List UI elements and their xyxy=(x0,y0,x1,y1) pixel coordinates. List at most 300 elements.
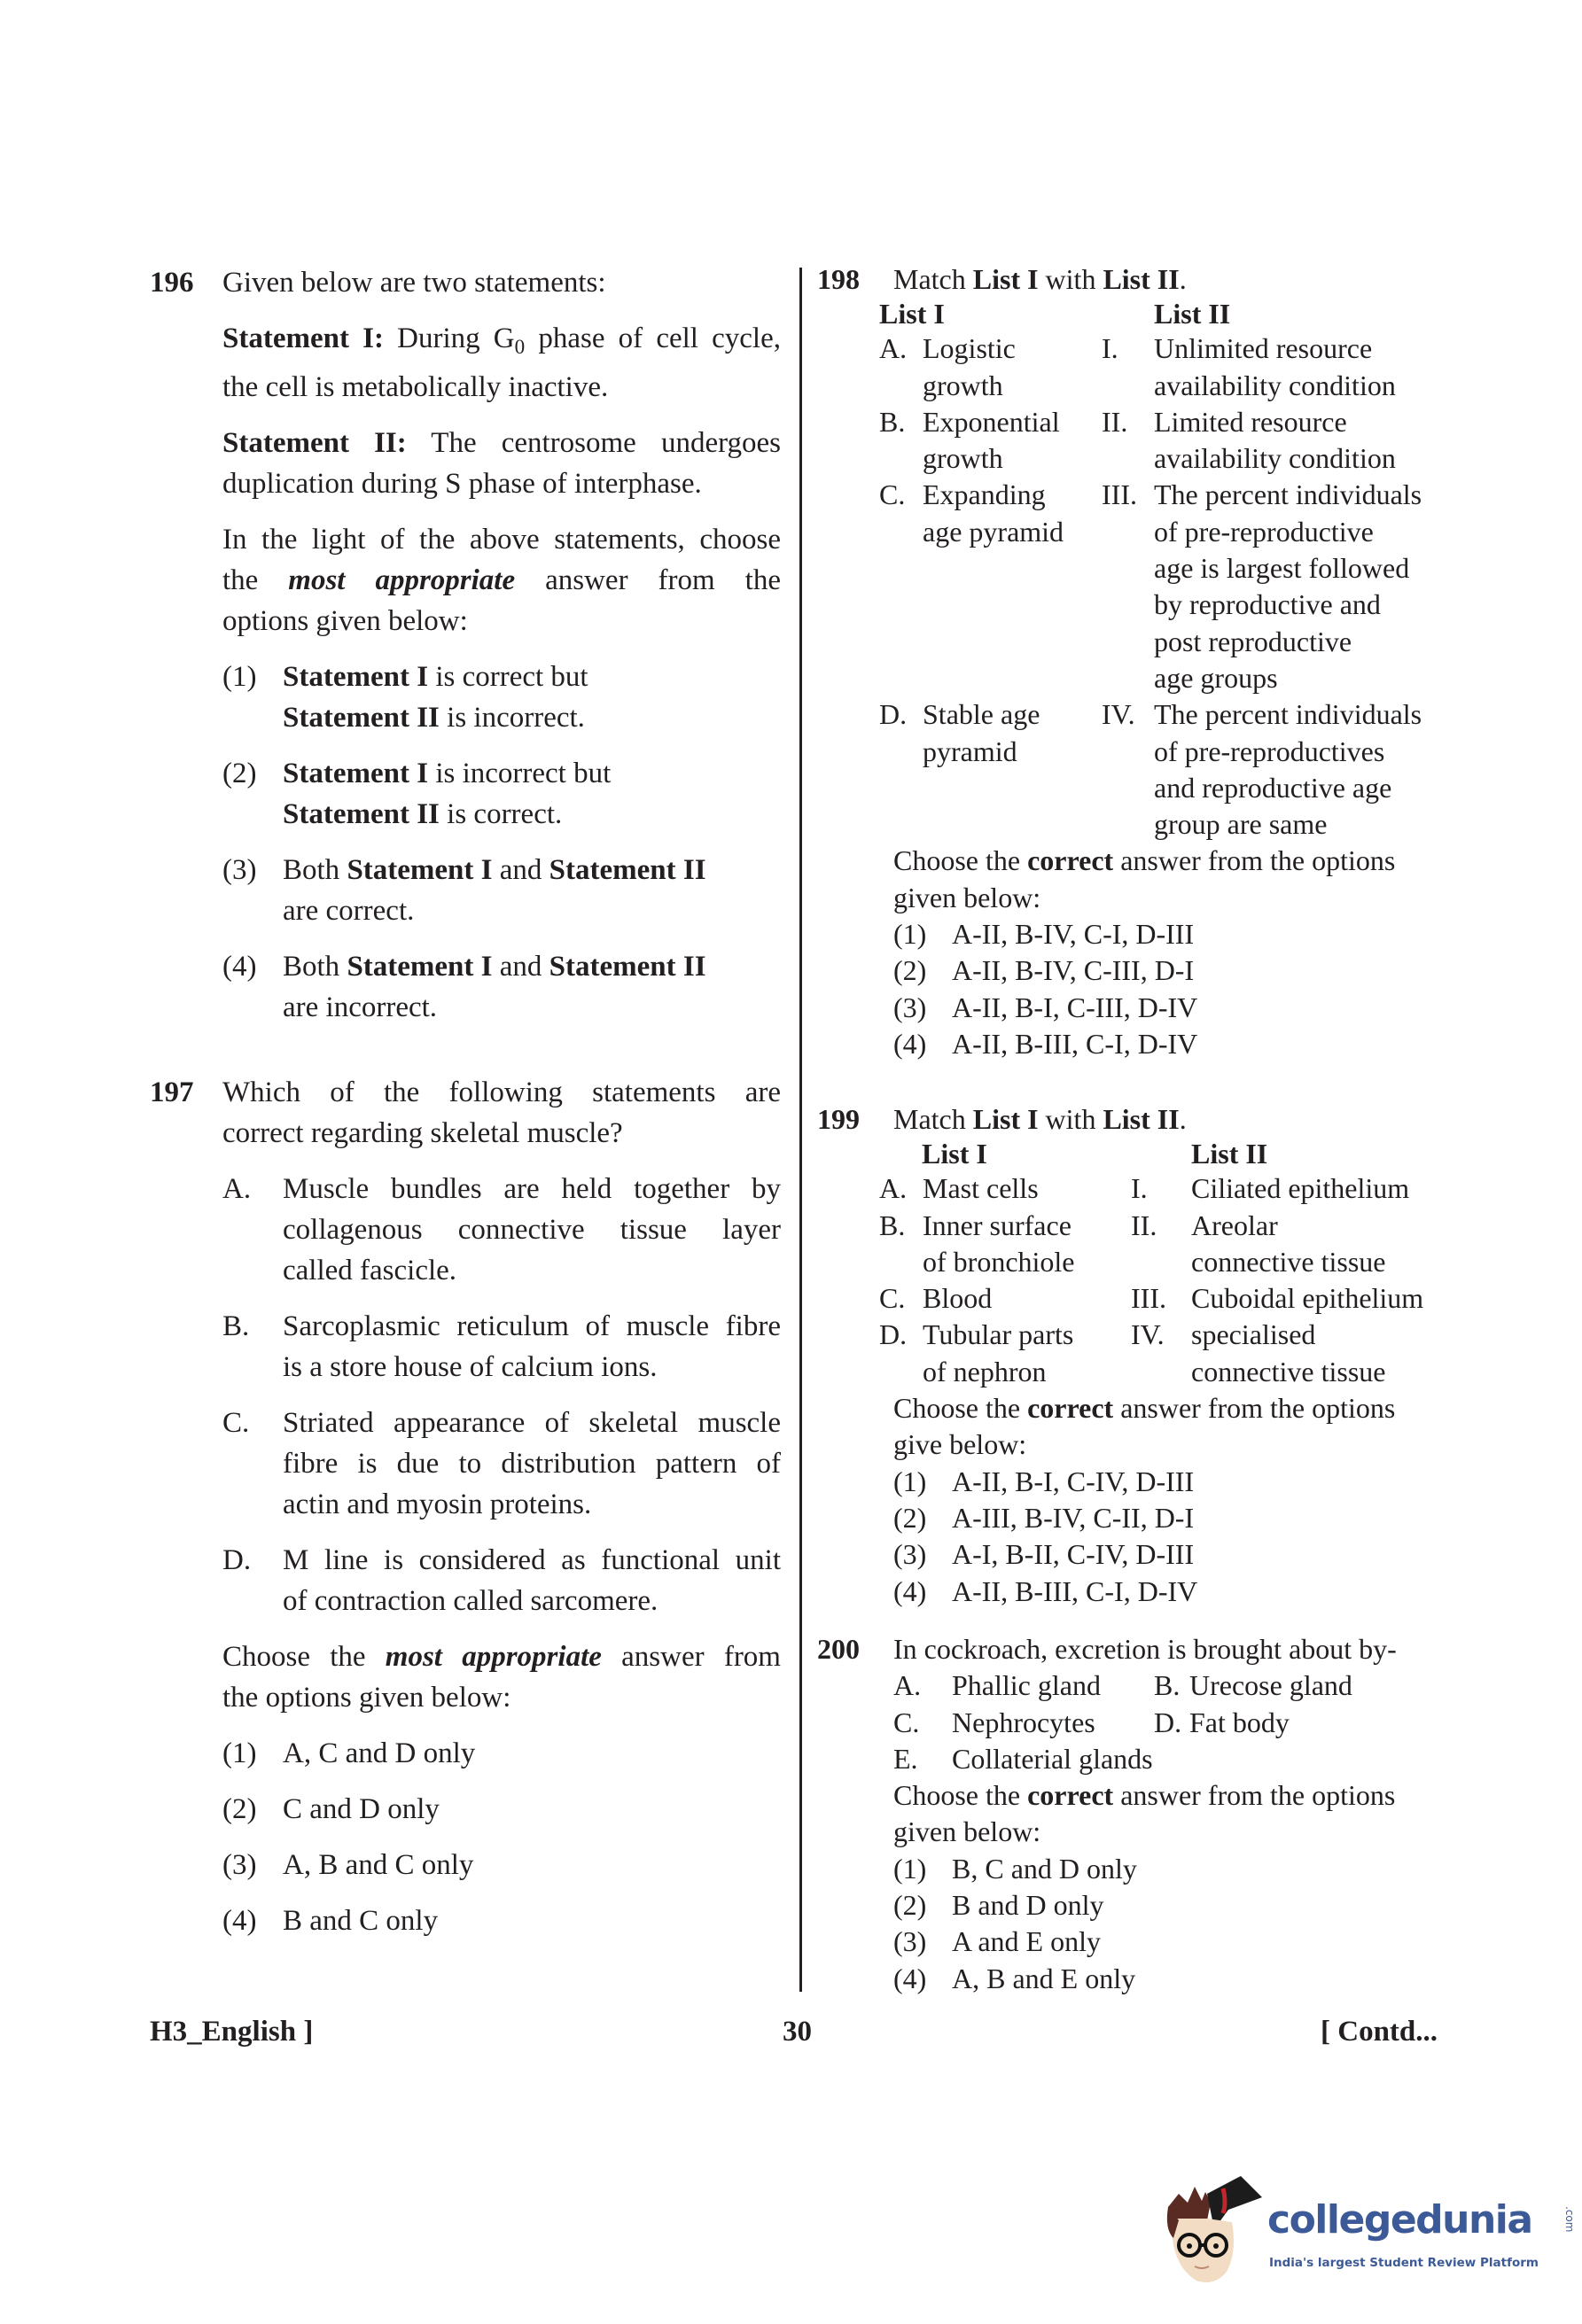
question-197 xyxy=(150,1072,781,1956)
text-run: of contraction called sarcomere. xyxy=(283,1585,659,1617)
list-1-item xyxy=(923,696,1102,843)
answer-option xyxy=(893,1924,1455,1960)
text-run: and xyxy=(492,853,549,886)
text-run: Statement I xyxy=(347,950,493,983)
text-line xyxy=(222,1072,781,1113)
answer-option xyxy=(893,916,1455,952)
text-line xyxy=(283,657,781,697)
text-line xyxy=(893,880,1455,916)
question-198 xyxy=(817,261,1455,1062)
text-run: List II xyxy=(1103,1103,1180,1135)
text-run: C and D only xyxy=(283,1793,440,1825)
text-line: of pre-reproductive xyxy=(1154,515,1374,548)
item-text xyxy=(283,657,781,738)
page-number: 30 xyxy=(783,2016,812,2048)
text-run: answer from the options xyxy=(1113,844,1396,877)
text-line: Blood xyxy=(923,1282,993,1315)
answer-option xyxy=(893,990,1455,1026)
text-line: Exponential xyxy=(923,405,1060,438)
item-text xyxy=(952,1464,1194,1500)
question-number: 198 xyxy=(817,263,860,295)
text-line xyxy=(893,1814,1455,1850)
match-row xyxy=(817,404,1455,478)
item-label: (4) xyxy=(893,1962,927,1994)
text-run: M line is considered as functional unit xyxy=(283,1544,781,1576)
match-row xyxy=(817,696,1455,843)
text-run: most appropriate xyxy=(385,1641,602,1673)
text-run: answer from the options xyxy=(1113,1392,1396,1425)
item-text xyxy=(952,1887,1104,1924)
item-text xyxy=(952,1961,1135,1997)
list-1-letter: A. xyxy=(879,1172,908,1205)
text-run: correct xyxy=(1027,1779,1114,1812)
item-text xyxy=(283,1845,781,1885)
list-1-item xyxy=(923,404,1102,478)
text-line: availability condition xyxy=(1154,442,1396,475)
list-1-item xyxy=(923,1280,1131,1317)
text-line xyxy=(222,1677,781,1718)
text-line xyxy=(283,1403,781,1443)
text-run: A-III, B-IV, C-II, D-I xyxy=(952,1501,1195,1534)
text-run: Match xyxy=(893,1103,973,1135)
question-200 xyxy=(817,1631,1455,1997)
grid-text: Fat body xyxy=(1189,1706,1290,1738)
item-text xyxy=(283,1733,781,1774)
text-line: connective tissue xyxy=(1191,1245,1386,1278)
match-row xyxy=(817,1317,1455,1390)
text-line xyxy=(283,946,781,987)
text-run: options given below: xyxy=(222,604,468,637)
text-run: Statement I xyxy=(283,660,429,693)
text-run: correct xyxy=(1027,1392,1114,1425)
text-run: Choose the xyxy=(893,1779,1028,1812)
text-line xyxy=(952,1464,1194,1500)
text-line xyxy=(283,697,781,738)
text-run: B and D only xyxy=(952,1889,1104,1922)
text-run: Match xyxy=(893,263,973,295)
text-run: . xyxy=(1179,1103,1187,1135)
list-2-item xyxy=(1191,1170,1457,1207)
text-run: phase of cell cycle, xyxy=(525,323,781,354)
list-1-letter: B. xyxy=(879,405,906,438)
text-run: Both xyxy=(283,853,347,886)
text-line: Cuboidal epithelium xyxy=(1191,1282,1424,1315)
text-run: answer from the options xyxy=(1113,1779,1396,1812)
item-text xyxy=(283,1169,781,1291)
question-196 xyxy=(150,262,781,1043)
column-divider xyxy=(799,268,802,1992)
answer-option xyxy=(222,1733,781,1774)
item-label: (1) xyxy=(222,1737,257,1769)
answer-option xyxy=(222,946,781,1028)
match-table xyxy=(817,1138,1455,1390)
text-line xyxy=(283,1900,781,1941)
answer-option xyxy=(222,1845,781,1885)
text-line: by reproductive and xyxy=(1154,588,1381,621)
text-line xyxy=(222,318,781,367)
paragraph xyxy=(222,519,781,641)
question-number: 196 xyxy=(150,267,194,299)
text-line: Ciliated epithelium xyxy=(1191,1172,1410,1205)
item-label: (4) xyxy=(222,950,257,983)
answer-option xyxy=(222,657,781,738)
list-2-numeral: IV. xyxy=(1102,698,1135,731)
text-run: Statement II xyxy=(283,701,440,734)
text-run: A, B and C only xyxy=(283,1849,474,1881)
item-text xyxy=(283,1306,781,1387)
text-run: Statement I: xyxy=(222,323,384,354)
list-1-heading: List I xyxy=(922,1138,987,1170)
text-run: called fascicle. xyxy=(283,1255,457,1286)
text-run: is correct but xyxy=(428,660,588,693)
text-line: of nephron xyxy=(923,1355,1047,1387)
paragraph xyxy=(222,1072,781,1154)
text-line xyxy=(283,1347,781,1387)
text-run: is correct. xyxy=(439,797,563,830)
text-run: correct regarding skeletal muscle? xyxy=(222,1117,623,1149)
statement-item xyxy=(222,1306,781,1387)
list-1-letter: C. xyxy=(879,478,906,511)
paragraph xyxy=(893,1777,1455,1851)
answer-option xyxy=(893,1536,1455,1573)
text-run: In cockroach, excretion is brought about by- xyxy=(893,1633,1397,1665)
question-body xyxy=(879,261,1455,1062)
item-text xyxy=(952,1851,1137,1887)
text-line xyxy=(893,261,1455,298)
item-text xyxy=(952,1574,1197,1610)
text-line xyxy=(222,560,781,601)
item-label: (1) xyxy=(893,1852,927,1885)
item-text xyxy=(283,946,781,1028)
answer-option xyxy=(893,1500,1455,1536)
list-1-letter: D. xyxy=(879,698,908,731)
text-run: The centrosome undergoes xyxy=(406,426,781,459)
item-label: (1) xyxy=(222,660,257,693)
answer-option xyxy=(222,753,781,835)
text-run: the cell is metabolically inactive. xyxy=(222,370,609,403)
row-spacer xyxy=(817,696,879,843)
text-line xyxy=(283,753,781,794)
text-line: availability condition xyxy=(1154,369,1396,401)
text-line: age is largest followed xyxy=(1154,552,1410,585)
list-1-item xyxy=(923,330,1102,404)
row-spacer xyxy=(817,1317,879,1390)
text-line xyxy=(222,601,781,641)
text-run: are incorrect. xyxy=(283,991,438,1023)
grid-label: D. xyxy=(1154,1706,1182,1738)
text-run: with xyxy=(1038,263,1103,295)
text-line xyxy=(283,987,781,1028)
text-run: are correct. xyxy=(283,894,415,927)
text-line xyxy=(222,262,781,303)
list-2-item xyxy=(1154,477,1455,696)
text-line: age pyramid xyxy=(923,515,1064,548)
item-label: (3) xyxy=(893,1925,927,1958)
text-line: of pre-reproductives xyxy=(1154,735,1385,767)
item-label: (3) xyxy=(893,1538,927,1571)
answer-option xyxy=(893,1026,1455,1062)
item-text xyxy=(283,1789,781,1830)
item-label: (3) xyxy=(222,853,257,886)
text-line xyxy=(893,1631,1455,1667)
question-number: 197 xyxy=(150,1077,194,1108)
grid-text: Collaterial glands xyxy=(952,1742,1153,1775)
item-label: (4) xyxy=(222,1905,257,1937)
text-line: growth xyxy=(923,442,1003,475)
list-2-item xyxy=(1154,404,1455,478)
row-spacer xyxy=(817,404,879,478)
logo-tagline: India's largest Student Review Platform xyxy=(1269,2256,1539,2270)
list-2-item xyxy=(1154,696,1455,843)
text-run: List I xyxy=(972,1103,1039,1135)
text-line xyxy=(283,1306,781,1347)
list-2-item xyxy=(1154,330,1455,404)
text-run: Choose the xyxy=(222,1641,386,1673)
text-run: Statement II xyxy=(283,797,440,830)
collegedunia-logo xyxy=(1152,2167,1578,2291)
paragraph xyxy=(893,1101,1455,1138)
list-2-numeral: II. xyxy=(1102,405,1128,438)
text-run: is a store house of calcium ions. xyxy=(283,1351,658,1383)
item-text xyxy=(952,952,1194,989)
text-line xyxy=(893,1101,1455,1138)
list-1-item xyxy=(923,1170,1131,1207)
question-body xyxy=(879,1101,1455,1610)
text-run: A-II, B-IV, C-III, D-I xyxy=(952,954,1195,987)
text-line xyxy=(283,794,781,835)
text-line xyxy=(952,1924,1101,1960)
paragraph xyxy=(222,318,781,408)
item-label: (4) xyxy=(893,1574,927,1607)
text-line: and reproductive age xyxy=(1154,771,1392,804)
text-run: actin and myosin proteins. xyxy=(283,1488,592,1520)
answer-option xyxy=(893,1574,1455,1610)
paragraph xyxy=(222,423,781,504)
text-line: Unlimited resource xyxy=(1154,332,1373,365)
text-line xyxy=(893,1777,1455,1814)
text-line xyxy=(283,1581,781,1621)
text-line: growth xyxy=(923,369,1003,401)
item-text xyxy=(952,1026,1197,1062)
text-line: The percent individuals xyxy=(1154,478,1422,511)
text-line xyxy=(952,916,1194,952)
text-line: Mast cells xyxy=(923,1172,1039,1205)
paragraph xyxy=(893,261,1455,298)
grid-text: Urecose gland xyxy=(1189,1669,1352,1702)
answer-option xyxy=(222,1789,781,1830)
list-1-letter: A. xyxy=(879,332,908,365)
list-1-item xyxy=(923,477,1102,696)
text-run: most appropriate xyxy=(288,564,516,596)
text-line xyxy=(222,367,781,408)
answer-option xyxy=(893,1464,1455,1500)
text-line xyxy=(893,843,1455,879)
text-line xyxy=(893,1390,1455,1426)
answer-option xyxy=(222,850,781,931)
text-run: give below: xyxy=(893,1428,1027,1461)
text-run: given below: xyxy=(893,1815,1041,1848)
statement-item xyxy=(222,1540,781,1621)
match-row xyxy=(817,1280,1455,1317)
item-text xyxy=(283,850,781,931)
grid-label: E. xyxy=(893,1742,918,1775)
text-run: Striated appearance of skeletal muscle xyxy=(283,1407,781,1439)
text-line xyxy=(222,1113,781,1154)
text-run: 0 xyxy=(514,334,526,358)
text-run: Statement II xyxy=(549,853,706,886)
item-label: (2) xyxy=(222,757,257,789)
text-run: Muscle bundles are held together by xyxy=(283,1173,781,1205)
text-run: A-II, B-III, C-I, D-IV xyxy=(952,1027,1198,1060)
text-run: Sarcoplasmic reticulum of muscle fibre xyxy=(283,1310,781,1342)
text-run: Given below are two statements: xyxy=(222,267,606,299)
text-run: Statement I xyxy=(283,757,429,789)
list-2-item xyxy=(1191,1317,1457,1390)
text-line: Limited resource xyxy=(1154,405,1347,438)
item-text xyxy=(952,916,1194,952)
continued-label: [ Contd... xyxy=(1321,2016,1438,2048)
list-1-letter: B. xyxy=(879,1209,906,1241)
row-spacer xyxy=(817,1170,879,1207)
text-line xyxy=(952,990,1197,1026)
text-line xyxy=(283,1733,781,1774)
text-line: pyramid xyxy=(923,735,1017,767)
match-row xyxy=(817,477,1455,696)
item-label: (3) xyxy=(893,991,927,1023)
text-line: The percent individuals xyxy=(1154,698,1422,731)
text-line xyxy=(283,1484,781,1525)
answer-option xyxy=(893,1961,1455,1997)
text-run: is incorrect but xyxy=(428,757,612,789)
question-body xyxy=(222,1072,781,1941)
row-spacer xyxy=(817,1280,879,1317)
list-2-numeral: II. xyxy=(1131,1209,1157,1241)
question-number: 200 xyxy=(817,1633,860,1665)
match-row xyxy=(817,1170,1455,1207)
item-label: (2) xyxy=(893,1889,927,1922)
text-line: of bronchiole xyxy=(923,1245,1075,1278)
text-line xyxy=(222,463,781,504)
text-line xyxy=(952,1961,1135,1997)
text-run: answer from xyxy=(601,1641,781,1673)
text-line: age groups xyxy=(1154,661,1278,694)
list-2-numeral: I. xyxy=(1131,1172,1148,1205)
item-label: (2) xyxy=(222,1793,257,1825)
answer-option xyxy=(893,1851,1455,1887)
options-grid xyxy=(893,1667,1455,1777)
item-label: (2) xyxy=(893,1501,927,1534)
text-line: Stable age xyxy=(923,698,1040,731)
text-line: connective tissue xyxy=(1191,1355,1386,1387)
paragraph xyxy=(222,262,781,303)
question-body xyxy=(222,262,781,1028)
list-1-heading: List I xyxy=(879,298,945,330)
text-run: B, C and D only xyxy=(952,1852,1137,1885)
mascot-icon xyxy=(1152,2167,1267,2291)
row-spacer xyxy=(817,477,879,696)
item-label: (1) xyxy=(893,918,927,951)
text-run: Statement I xyxy=(347,853,493,886)
question-number: 199 xyxy=(817,1103,860,1135)
text-line: post reproductive xyxy=(1154,625,1352,657)
text-run: A-I, B-II, C-IV, D-III xyxy=(952,1538,1195,1571)
grid-label: B. xyxy=(1154,1669,1181,1702)
list-2-numeral: III. xyxy=(1131,1282,1166,1315)
list-2-heading: List II xyxy=(1191,1138,1268,1170)
question-body xyxy=(893,1631,1455,1997)
text-line xyxy=(283,1540,781,1581)
match-header xyxy=(817,298,1455,330)
text-line: specialised xyxy=(1191,1318,1316,1351)
list-1-letter: C. xyxy=(879,1282,906,1315)
match-row xyxy=(817,1208,1455,1281)
logo-suffix: .com xyxy=(1563,2206,1576,2233)
text-run: correct xyxy=(1027,844,1114,877)
item-text xyxy=(952,1536,1194,1573)
text-run: Statement II: xyxy=(222,426,407,459)
text-line xyxy=(952,952,1194,989)
text-line xyxy=(283,1209,781,1250)
statement-item xyxy=(222,1403,781,1525)
paragraph xyxy=(893,1390,1455,1464)
grid-label: A. xyxy=(893,1669,922,1702)
list-1-letter: D. xyxy=(879,1318,908,1351)
text-line xyxy=(952,1500,1194,1536)
text-run: B and C only xyxy=(283,1905,439,1937)
text-line: Logistic xyxy=(923,332,1016,365)
text-line xyxy=(283,1845,781,1885)
answer-option xyxy=(893,952,1455,989)
text-line xyxy=(283,850,781,890)
text-run: collagenous connective tissue layer xyxy=(283,1214,781,1246)
item-text xyxy=(952,1500,1194,1536)
list-2-item xyxy=(1191,1280,1457,1317)
list-2-item xyxy=(1191,1208,1457,1281)
text-run: Statement II xyxy=(549,950,706,983)
item-label: C. xyxy=(222,1407,250,1439)
text-line xyxy=(283,1169,781,1209)
row-spacer xyxy=(817,1208,879,1281)
text-run: In the light of the above statements, choose xyxy=(222,523,781,556)
list-2-numeral: III. xyxy=(1102,478,1137,511)
text-line: group are same xyxy=(1154,808,1328,841)
answer-option xyxy=(893,1887,1455,1924)
text-line: Expanding xyxy=(923,478,1046,511)
text-run: A, B and E only xyxy=(952,1962,1136,1994)
question-199 xyxy=(817,1101,1455,1610)
list-1-item xyxy=(923,1208,1131,1281)
text-line xyxy=(283,890,781,931)
text-line xyxy=(952,1026,1197,1062)
paragraph xyxy=(893,843,1455,916)
item-text xyxy=(283,1540,781,1621)
list-2-numeral: IV. xyxy=(1131,1318,1165,1351)
item-text xyxy=(283,1403,781,1525)
text-run: Choose the xyxy=(893,844,1028,877)
item-text xyxy=(952,990,1197,1026)
text-run: Both xyxy=(283,950,347,983)
item-label: D. xyxy=(222,1544,252,1576)
paragraph xyxy=(222,1636,781,1718)
answer-option xyxy=(222,1900,781,1941)
list-2-numeral: I. xyxy=(1102,332,1118,365)
text-line xyxy=(222,519,781,560)
item-text xyxy=(952,1924,1101,1960)
text-run: with xyxy=(1038,1103,1103,1135)
text-run: given below: xyxy=(893,881,1041,913)
text-line xyxy=(893,1426,1455,1463)
match-table xyxy=(817,298,1455,843)
